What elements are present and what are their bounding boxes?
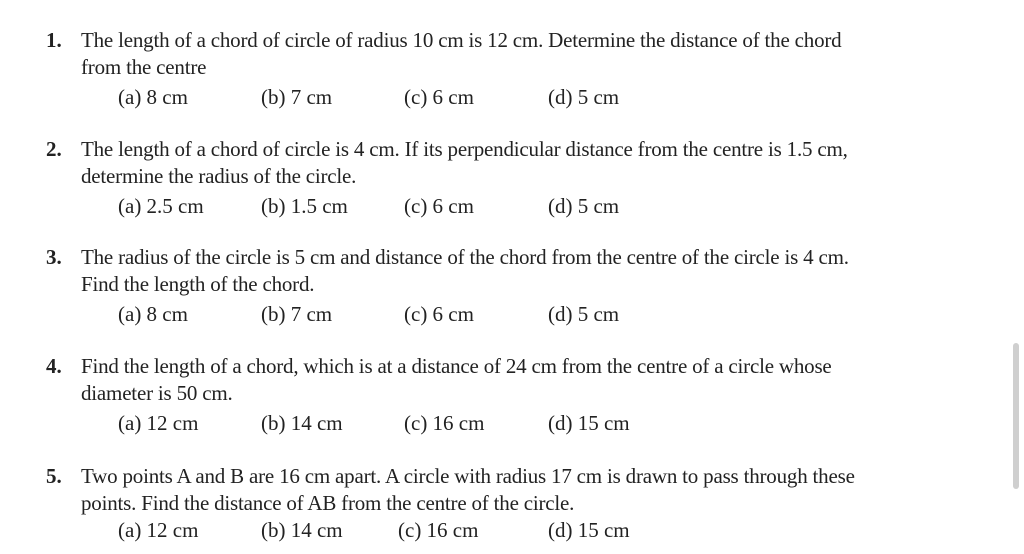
question-number: 4. bbox=[46, 354, 62, 378]
question-text-line-1: The length of a chord of circle is 4 cm. If its perpendicular distance from the centre is 1.5 cm, bbox=[81, 137, 848, 161]
question-text-line-1: The length of a chord of circle of radius 10 cm is 12 cm. Determine the distance of the chord bbox=[81, 28, 842, 52]
option-d[interactable]: (d) 5 cm bbox=[548, 302, 620, 326]
question-number: 2. bbox=[46, 137, 62, 161]
scrollbar[interactable] bbox=[1013, 343, 1019, 489]
question-text-line-2: points. Find the distance of AB from the centre of the circle. bbox=[81, 491, 575, 515]
option-b[interactable]: (b) 14 cm bbox=[261, 411, 343, 435]
option-b[interactable]: (b) 7 cm bbox=[261, 302, 333, 326]
question-number: 3. bbox=[46, 245, 62, 269]
question-text-line-2: Find the length of the chord. bbox=[81, 272, 315, 296]
option-d[interactable]: (d) 15 cm bbox=[548, 518, 630, 542]
option-d[interactable]: (d) 15 cm bbox=[548, 411, 630, 435]
option-a[interactable]: (a) 2.5 cm bbox=[118, 194, 204, 218]
option-d[interactable]: (d) 5 cm bbox=[548, 194, 620, 218]
question-number: 1. bbox=[46, 28, 62, 52]
option-c[interactable]: (c) 16 cm bbox=[398, 518, 479, 542]
option-d[interactable]: (d) 5 cm bbox=[548, 85, 620, 109]
option-a[interactable]: (a) 8 cm bbox=[118, 85, 188, 109]
question-text-line-2: diameter is 50 cm. bbox=[81, 381, 233, 405]
option-c[interactable]: (c) 6 cm bbox=[404, 302, 474, 326]
option-a[interactable]: (a) 8 cm bbox=[118, 302, 188, 326]
question-text-line-1: Find the length of a chord, which is at a distance of 24 cm from the centre of a circle whose bbox=[81, 354, 832, 378]
question-text-line-1: Two points A and B are 16 cm apart. A circle with radius 17 cm is drawn to pass through these bbox=[81, 464, 855, 488]
option-a[interactable]: (a) 12 cm bbox=[118, 518, 199, 542]
option-c[interactable]: (c) 6 cm bbox=[404, 194, 474, 218]
question-text-line-2: determine the radius of the circle. bbox=[81, 164, 357, 188]
option-b[interactable]: (b) 7 cm bbox=[261, 85, 333, 109]
option-c[interactable]: (c) 6 cm bbox=[404, 85, 474, 109]
option-b[interactable]: (b) 1.5 cm bbox=[261, 194, 348, 218]
option-b[interactable]: (b) 14 cm bbox=[261, 518, 343, 542]
option-a[interactable]: (a) 12 cm bbox=[118, 411, 199, 435]
question-number: 5. bbox=[46, 464, 62, 488]
question-text-line-2: from the centre bbox=[81, 55, 207, 79]
question-text-line-1: The radius of the circle is 5 cm and distance of the chord from the centre of the circle is 4 cm. bbox=[81, 245, 849, 269]
option-c[interactable]: (c) 16 cm bbox=[404, 411, 485, 435]
